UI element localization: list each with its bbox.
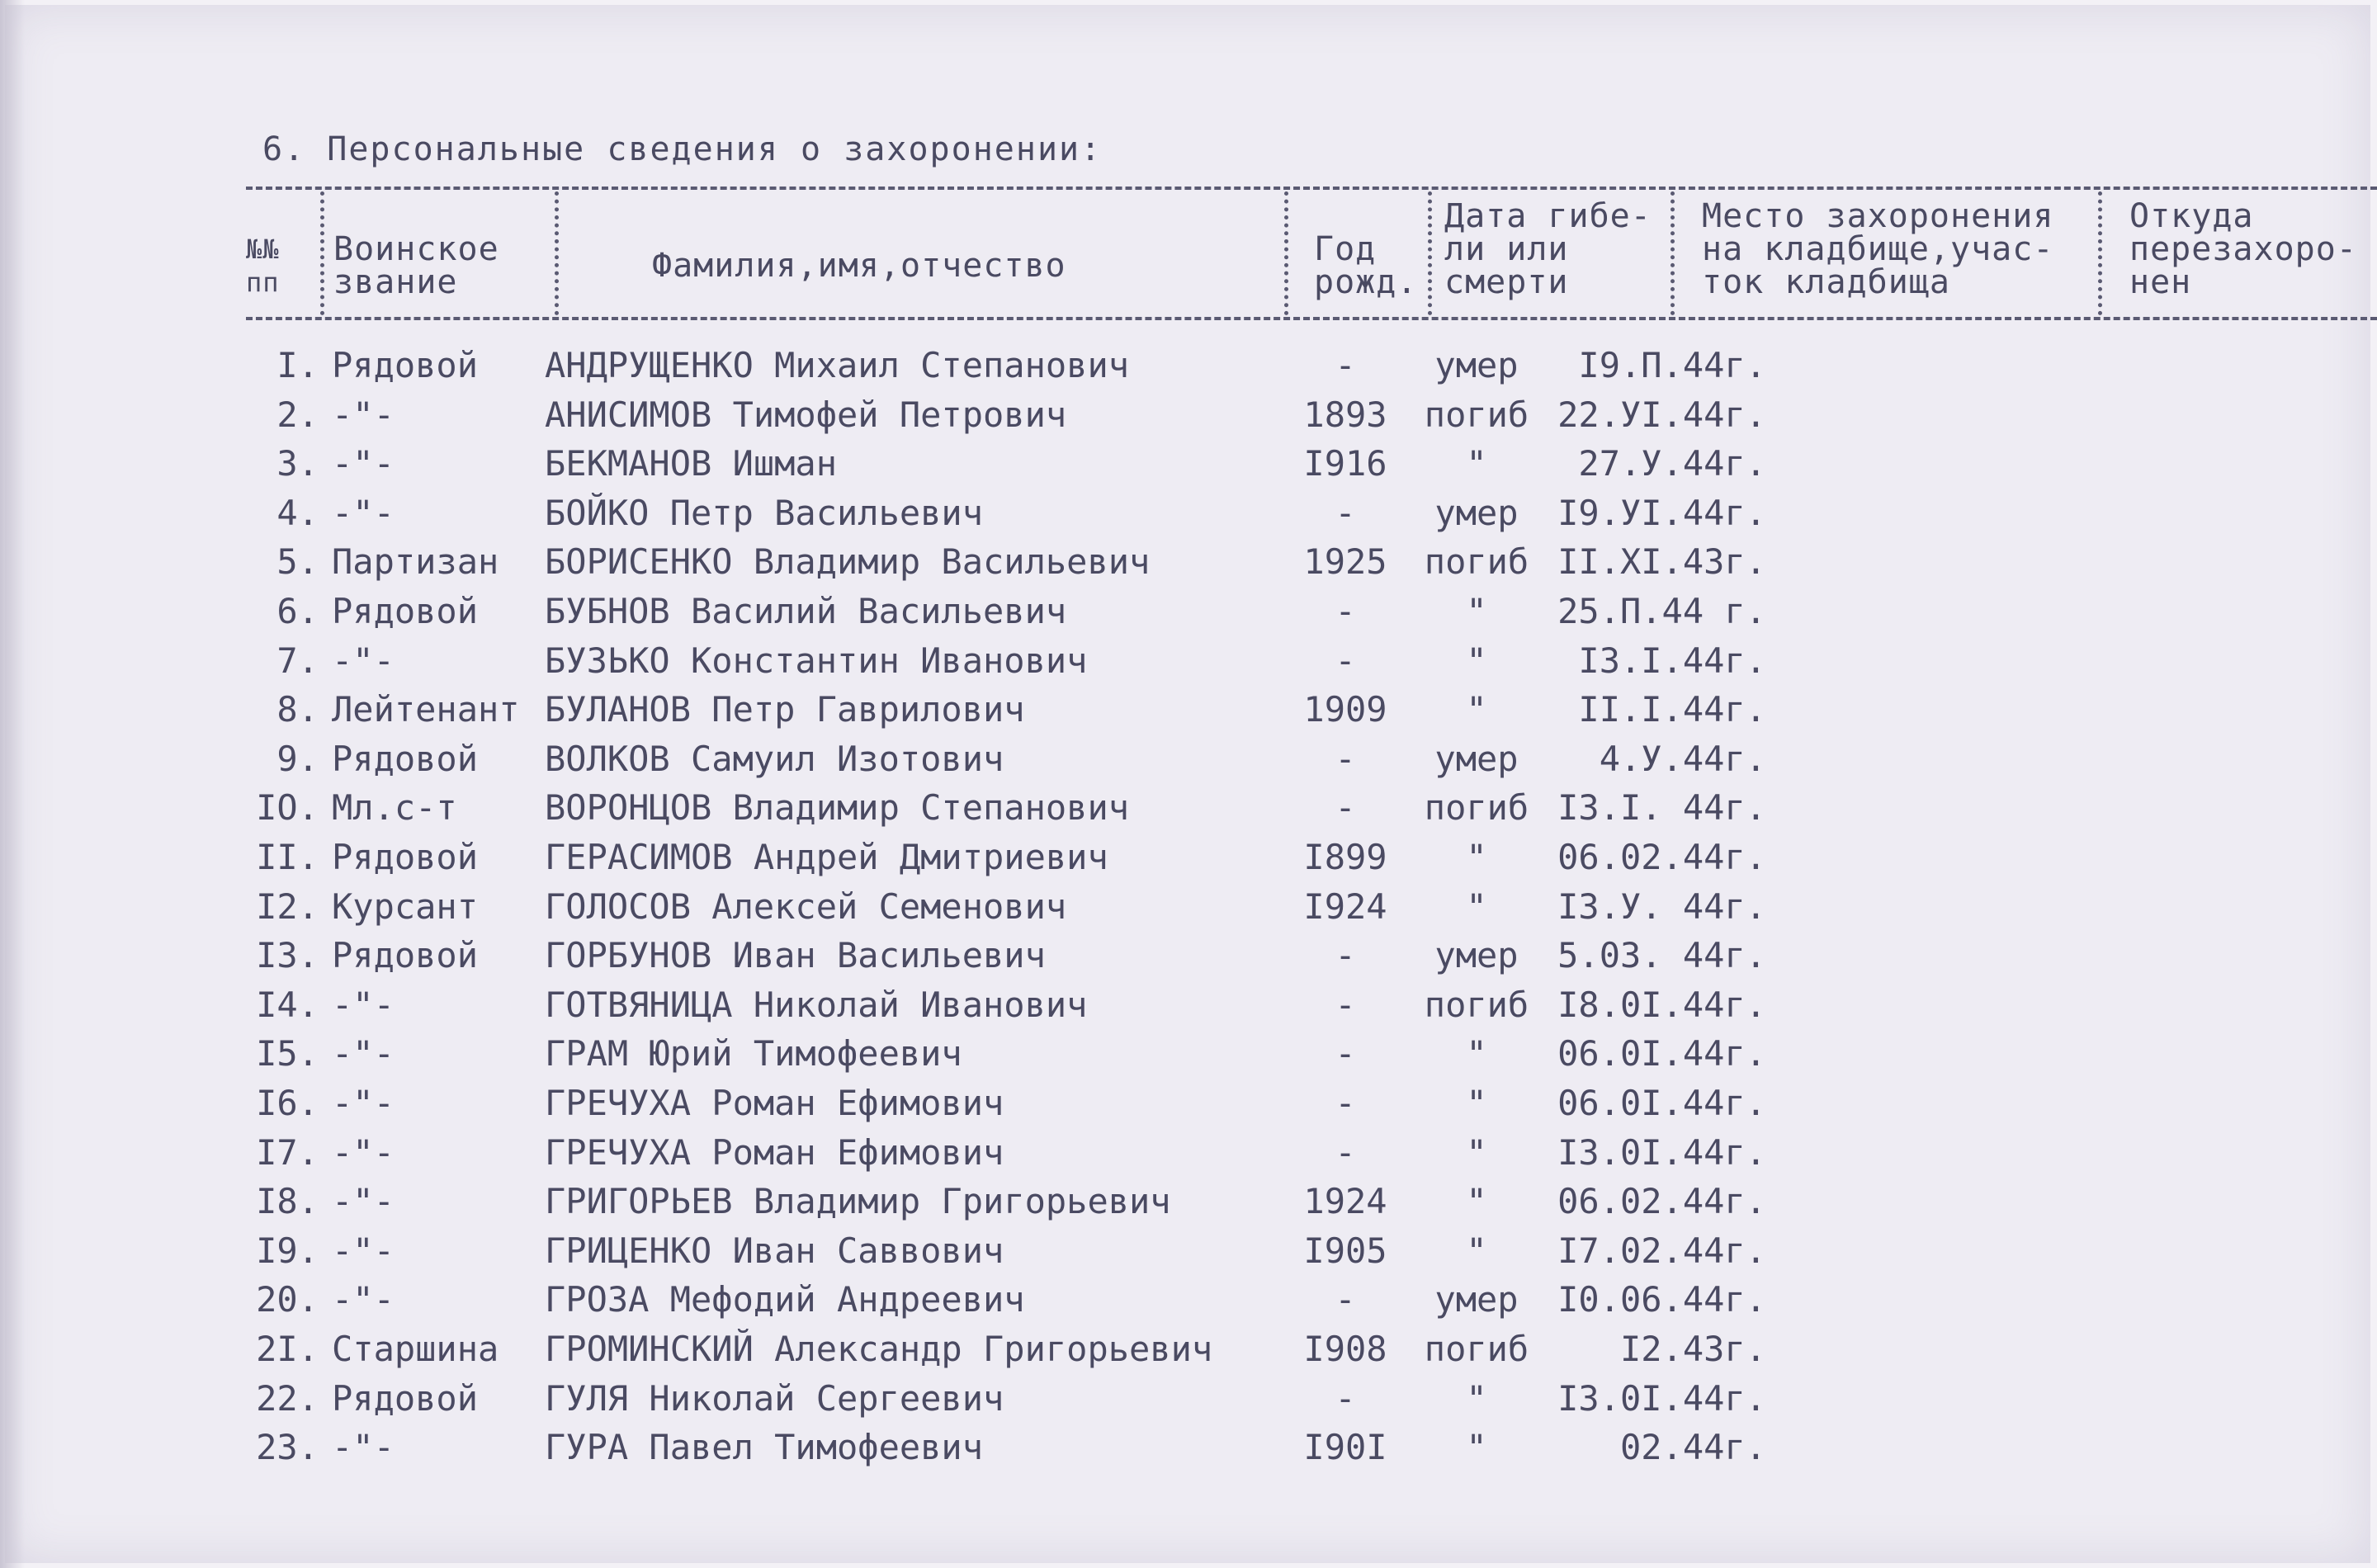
row-date: 06.0I.44г. <box>1557 1083 1766 1123</box>
table-row <box>0 640 2377 688</box>
row-num: II. <box>256 837 319 877</box>
table-row <box>0 886 2377 934</box>
row-num: I7. <box>256 1132 319 1173</box>
row-status: " <box>1466 1181 1487 1221</box>
row-date: 27.У.44г. <box>1578 443 1766 484</box>
table-row <box>0 1230 2377 1278</box>
table-row <box>0 1181 2377 1229</box>
row-year: I916 <box>1303 443 1387 484</box>
row-date: 06.0I.44г. <box>1557 1033 1766 1074</box>
row-year: - <box>1335 493 1356 533</box>
row-year: I924 <box>1303 886 1387 927</box>
table-row <box>0 985 2377 1032</box>
row-name: ГРИГОРЬЕВ Владимир Григорьевич <box>545 1181 1171 1221</box>
row-status: " <box>1466 1427 1487 1467</box>
row-num: 20. <box>256 1279 319 1320</box>
row-date: I9.УI.44г. <box>1557 493 1766 533</box>
row-status: погиб <box>1424 787 1529 828</box>
row-name: ГОТВЯНИЦА Николай Иванович <box>545 985 1088 1025</box>
header-from: Откуда перезахоро- нен <box>2129 197 2357 301</box>
row-name: БУЛАНОВ Петр Гаврилович <box>545 689 1025 730</box>
row-status: " <box>1466 689 1487 730</box>
row-rank: -"- <box>332 640 395 681</box>
row-name: БУБНОВ Василий Васильевич <box>545 591 1067 631</box>
row-num: I. <box>276 345 319 385</box>
row-rank: Партизан <box>332 541 499 582</box>
row-rank: Старшина <box>332 1329 499 1369</box>
row-date: I3.I.44г. <box>1578 640 1766 681</box>
row-num: I3. <box>256 935 319 975</box>
column-separator <box>1284 191 1288 315</box>
row-name: БОРИСЕНКО Владимир Васильевич <box>545 541 1151 582</box>
row-date: 4.У.44г. <box>1599 739 1766 779</box>
row-year: 1893 <box>1303 394 1387 435</box>
row-year: I908 <box>1303 1329 1387 1369</box>
row-num: 23. <box>256 1427 319 1467</box>
table-row <box>0 493 2377 541</box>
column-separator <box>1428 191 1432 315</box>
table-row <box>0 591 2377 639</box>
row-status: " <box>1466 591 1487 631</box>
section-heading: 6. Персональные сведения о захоронении: <box>262 130 1103 168</box>
row-num: 5. <box>276 541 319 582</box>
row-name: ГРЕЧУХА Роман Ефимович <box>545 1132 1004 1173</box>
table-row <box>0 1329 2377 1377</box>
row-status: погиб <box>1424 394 1529 435</box>
row-status: умер <box>1434 935 1519 975</box>
table-row <box>0 1083 2377 1131</box>
row-date: I3.0I.44г. <box>1557 1378 1766 1419</box>
row-num: 3. <box>276 443 319 484</box>
row-year: - <box>1335 1132 1356 1173</box>
column-separator <box>320 191 324 315</box>
row-date: 25.П.44 г. <box>1557 591 1766 631</box>
row-year: - <box>1335 1279 1356 1320</box>
row-status: погиб <box>1424 541 1529 582</box>
row-name: БОЙКО Петр Васильевич <box>545 493 984 533</box>
row-date: 06.02.44г. <box>1557 1181 1766 1221</box>
row-num: IO. <box>256 787 319 828</box>
table-row <box>0 787 2377 835</box>
row-status: погиб <box>1424 1329 1529 1369</box>
row-status: " <box>1466 1132 1487 1173</box>
row-num: 6. <box>276 591 319 631</box>
row-num: I9. <box>256 1230 319 1271</box>
row-year: 1909 <box>1303 689 1387 730</box>
row-num: 7. <box>276 640 319 681</box>
row-name: ГУЛЯ Николай Сергеевич <box>545 1378 1004 1419</box>
row-num: 22. <box>256 1378 319 1419</box>
row-year: I905 <box>1303 1230 1387 1271</box>
row-date: II.I.44г. <box>1578 689 1766 730</box>
row-rank: Мл.с-т <box>332 787 457 828</box>
row-rank: Рядовой <box>332 345 479 385</box>
row-num: I4. <box>256 985 319 1025</box>
table-row <box>0 1378 2377 1426</box>
table-header-rule <box>246 317 2377 320</box>
table-row <box>0 443 2377 491</box>
row-name: АНИСИМОВ Тимофей Петрович <box>545 394 1067 435</box>
row-rank: Рядовой <box>332 591 479 631</box>
header-rank: Воинское звание <box>333 230 499 301</box>
row-date: I3.I. 44г. <box>1557 787 1766 828</box>
row-name: БУЗЬКО Константин Иванович <box>545 640 1088 681</box>
column-separator <box>2098 191 2102 315</box>
row-status: " <box>1466 837 1487 877</box>
row-year: - <box>1335 985 1356 1025</box>
row-year: - <box>1335 591 1356 631</box>
row-year: - <box>1335 935 1356 975</box>
row-num: I6. <box>256 1083 319 1123</box>
row-year: - <box>1335 1378 1356 1419</box>
row-year: 1924 <box>1303 1181 1387 1221</box>
row-num: 4. <box>276 493 319 533</box>
row-status: " <box>1466 1083 1487 1123</box>
table-row <box>0 739 2377 786</box>
row-status: " <box>1466 640 1487 681</box>
row-status: умер <box>1434 345 1519 385</box>
row-year: - <box>1335 345 1356 385</box>
row-name: ГРАМ Юрий Тимофеевич <box>545 1033 962 1074</box>
table-row <box>0 1033 2377 1081</box>
row-year: - <box>1335 640 1356 681</box>
row-rank: -"- <box>332 1132 395 1173</box>
row-num: 2. <box>276 394 319 435</box>
row-date: 22.УI.44г. <box>1557 394 1766 435</box>
row-rank: -"- <box>332 493 395 533</box>
row-status: " <box>1466 886 1487 927</box>
header-place: Место захоронения на кладбище,учас- ток кладбища <box>1702 197 2054 301</box>
row-name: ГОЛОСОВ Алексей Семенович <box>545 886 1067 927</box>
row-rank: -"- <box>332 394 395 435</box>
table-row <box>0 935 2377 983</box>
row-num: 8. <box>276 689 319 730</box>
row-status: " <box>1466 1378 1487 1419</box>
row-rank: -"- <box>332 1427 395 1467</box>
row-name: БЕКМАНОВ Ишман <box>545 443 838 484</box>
column-separator <box>555 191 559 315</box>
row-name: ГРИЦЕНКО Иван Саввович <box>545 1230 1004 1271</box>
table-row <box>0 1427 2377 1475</box>
row-rank: Рядовой <box>332 739 479 779</box>
row-num: 2I. <box>256 1329 319 1369</box>
row-date: I0.06.44г. <box>1557 1279 1766 1320</box>
row-name: ВОЛКОВ Самуил Изотович <box>545 739 1004 779</box>
row-date: I2.43г. <box>1619 1329 1766 1369</box>
row-name: ГРОМИНСКИЙ Александр Григорьевич <box>545 1329 1213 1369</box>
row-num: I5. <box>256 1033 319 1074</box>
row-num: I8. <box>256 1181 319 1221</box>
row-name: ГРЕЧУХА Роман Ефимович <box>545 1083 1004 1123</box>
row-year: I899 <box>1303 837 1387 877</box>
row-date: I9.П.44г. <box>1578 345 1766 385</box>
row-year: I90I <box>1303 1427 1387 1467</box>
row-name: ГЕРАСИМОВ Андрей Дмитриевич <box>545 837 1108 877</box>
table-row <box>0 1132 2377 1180</box>
row-status: умер <box>1434 1279 1519 1320</box>
header-num: №№ пп <box>246 234 280 298</box>
row-year: - <box>1335 739 1356 779</box>
row-status: умер <box>1434 739 1519 779</box>
row-rank: Лейтенант <box>332 689 520 730</box>
row-year: 1925 <box>1303 541 1387 582</box>
row-status: " <box>1466 1033 1487 1074</box>
table-row <box>0 1279 2377 1327</box>
row-num: I2. <box>256 886 319 927</box>
header-year: Год рожд. <box>1314 230 1418 301</box>
row-name: АНДРУЩЕНКО Михаил Степанович <box>545 345 1130 385</box>
row-status: " <box>1466 1230 1487 1271</box>
column-separator <box>1671 191 1675 315</box>
row-name: ГУРА Павел Тимофеевич <box>545 1427 984 1467</box>
row-rank: Курсант <box>332 886 479 927</box>
row-name: ГРОЗА Мефодий Андреевич <box>545 1279 1025 1320</box>
row-date: I7.02.44г. <box>1557 1230 1766 1271</box>
row-date: II.XI.43г. <box>1557 541 1766 582</box>
row-rank: Рядовой <box>332 1378 479 1419</box>
row-rank: -"- <box>332 1181 395 1221</box>
row-year: - <box>1335 1033 1356 1074</box>
row-date: I3.0I.44г. <box>1557 1132 1766 1173</box>
table-row <box>0 689 2377 737</box>
row-date: I8.0I.44г. <box>1557 985 1766 1025</box>
row-status: погиб <box>1424 985 1529 1025</box>
header-date: Дата гибе- ли или смерти <box>1444 197 1652 301</box>
table-row <box>0 394 2377 442</box>
row-status: умер <box>1434 493 1519 533</box>
row-rank: -"- <box>332 1083 395 1123</box>
row-rank: -"- <box>332 443 395 484</box>
row-date: 06.02.44г. <box>1557 837 1766 877</box>
row-name: ВОРОНЦОВ Владимир Степанович <box>545 787 1130 828</box>
row-name: ГОРБУНОВ Иван Васильевич <box>545 935 1046 975</box>
row-rank: -"- <box>332 1230 395 1271</box>
table-top-rule <box>246 187 2377 190</box>
row-date: 5.03. 44г. <box>1557 935 1766 975</box>
table-row <box>0 345 2377 393</box>
row-rank: -"- <box>332 1279 395 1320</box>
row-year: - <box>1335 787 1356 828</box>
table-row <box>0 837 2377 885</box>
table-row <box>0 541 2377 589</box>
row-rank: Рядовой <box>332 837 479 877</box>
row-date: I3.У. 44г. <box>1557 886 1766 927</box>
row-year: - <box>1335 1083 1356 1123</box>
row-rank: Рядовой <box>332 935 479 975</box>
row-rank: -"- <box>332 985 395 1025</box>
header-name: Фамилия,имя,отчество <box>652 247 1066 285</box>
row-status: " <box>1466 443 1487 484</box>
row-num: 9. <box>276 739 319 779</box>
row-date: 02.44г. <box>1619 1427 1766 1467</box>
row-rank: -"- <box>332 1033 395 1074</box>
